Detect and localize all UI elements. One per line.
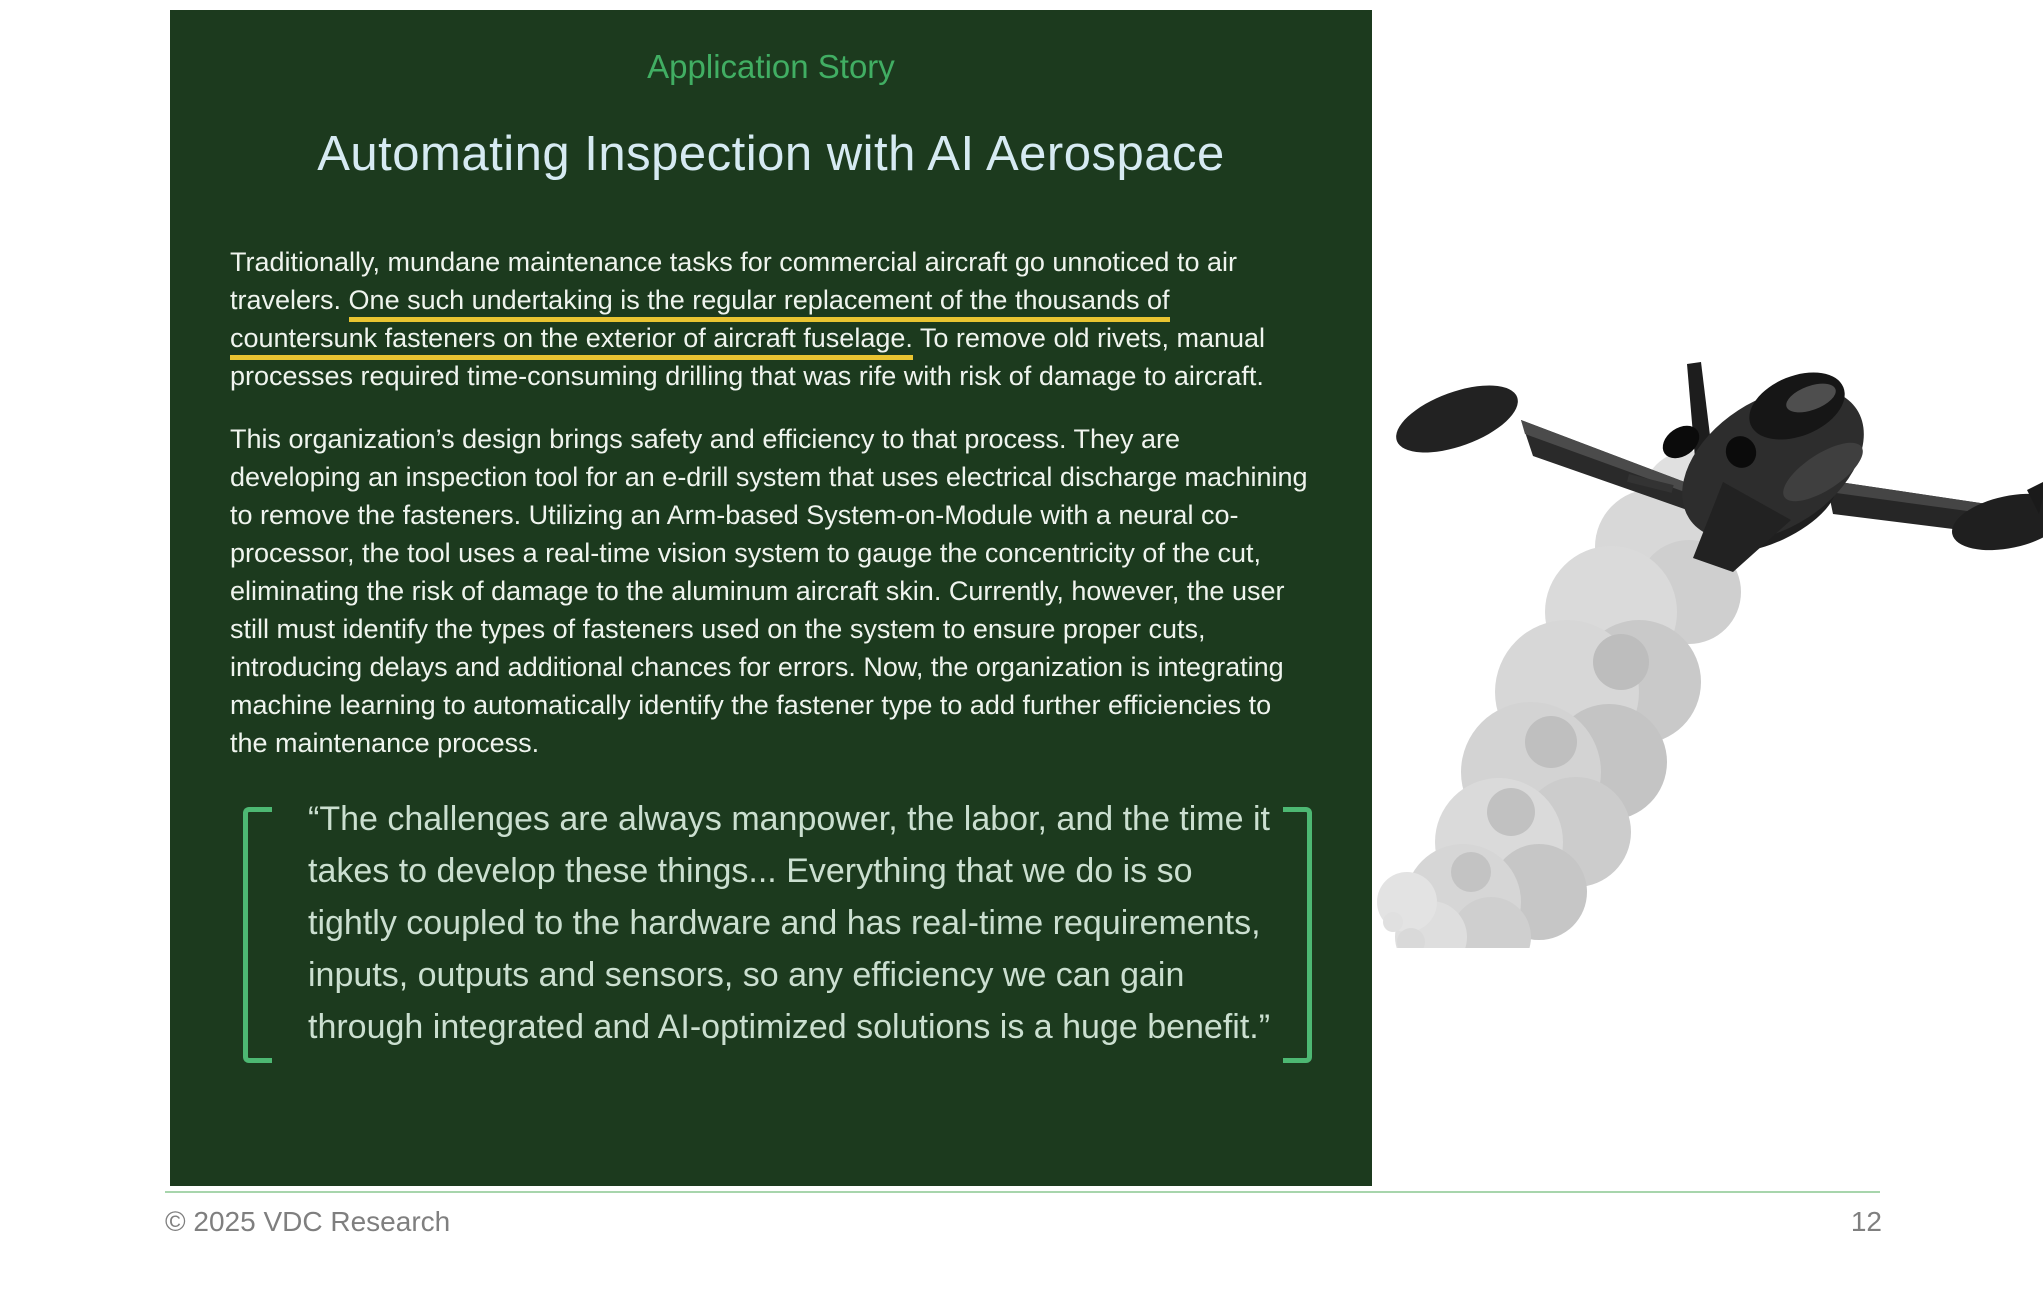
pull-quote [243,793,1312,1129]
footer-copyright: © 2025 VDC Research [165,1206,451,1237]
paragraph-1-after: To remove old rivets, manual processes required time-consuming drilling that was rife with risk of damage to aircraft. [230,323,1266,391]
eyebrow-label: Application Story [647,48,895,85]
quote-text: “The challenges are always manpower, the labor, and the time it takes to develop these things... Everything that we do is so tightly coupled to the hardware and has real-time requirements, inputs, outputs and sensors, so any efficiency we can gain through integrated and AI-optimized solutions is a huge benefit.” [308,800,1271,1046]
paragraph-1 [230,243,1310,395]
smoke-trail-icon [1377,451,1741,948]
slide-title: Automating Inspection with AI Aerospace [317,127,1225,181]
paragraph-2: This organization’s design brings safety and efficiency to that process. They are developing an inspection tool for an e-drill system that uses electrical discharge machining to remove the fasteners. Utilizing an Arm-based System-on-Module with a neural co-processor, the tool uses a real-time vision system to gauge the concentricity of the cut, eliminating the risk of damage to the aluminum aircraft skin. Currently, however, the user still must identify the types of fasteners used on the system to ensure proper cuts, introducing delays and additional chances for errors. Now, the organization is integrating machine learning to automatically identify the fastener type to add further efficiencies to the maintenance process. [230,424,1308,758]
page-number: 12 [1850,1206,1882,1237]
slide-panel [170,10,1372,1186]
jet-silhouette-icon [1388,362,2043,572]
quote-bracket-left-icon [243,807,272,1063]
paragraph-1-before: Traditionally, mundane maintenance tasks for commercial aircraft go unnoticed to air travelers. [230,247,1237,315]
airplane-image [1371,362,2043,948]
highlighted-sentence: One such undertaking is the regular replacement of the thousands of countersunk fasteners on the exterior of aircraft fuselage. [230,285,1170,360]
quote-bracket-right-icon [1283,807,1312,1063]
footer-divider [165,1191,1880,1193]
